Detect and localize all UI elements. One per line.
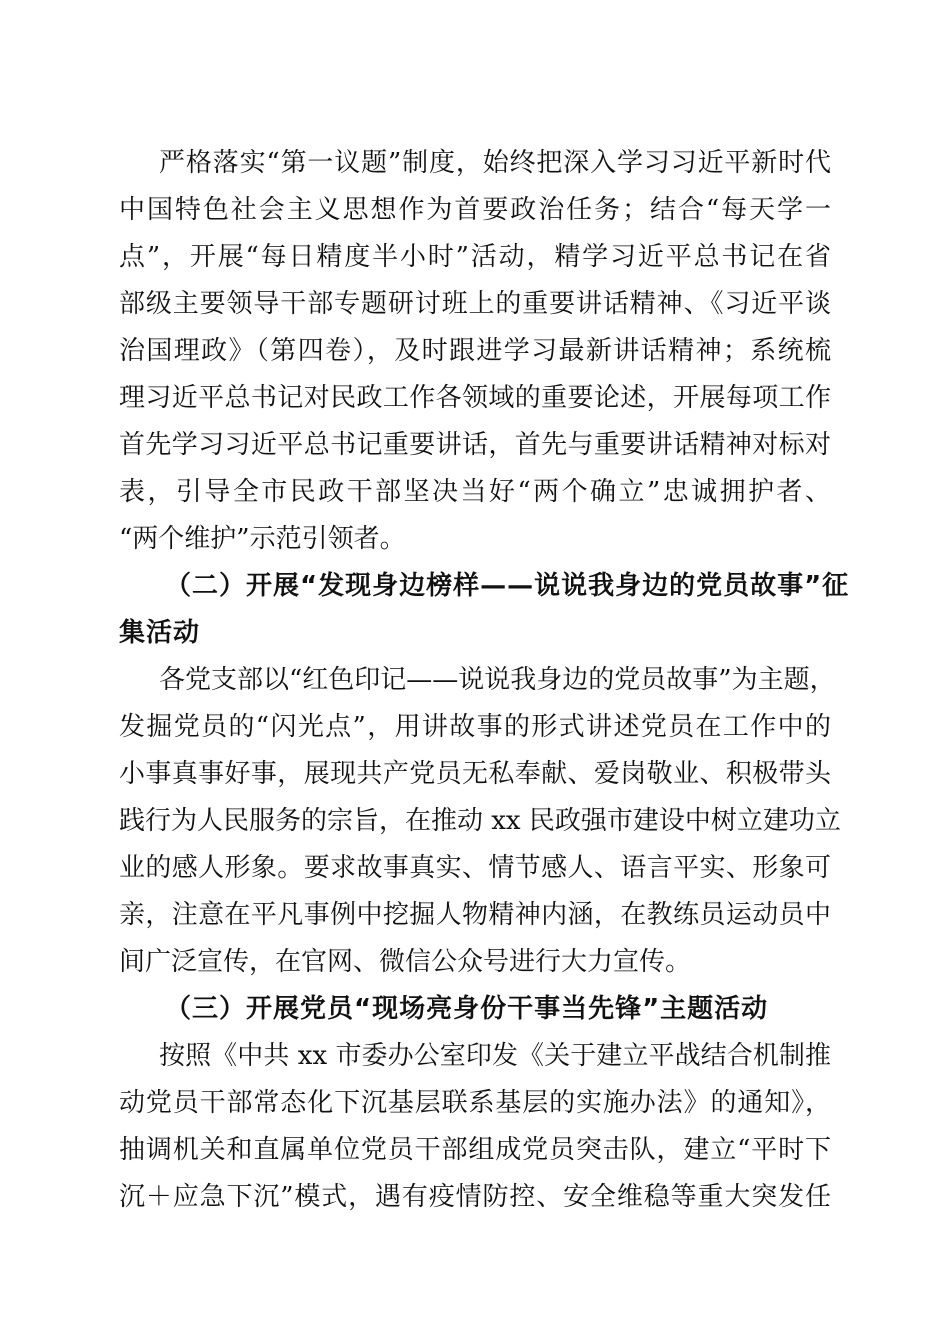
text-line: 点”，开展“每日精度半小时”活动，精学习近平总书记在省 — [119, 242, 831, 272]
heading-line: （三）开展党员“现场亮身份干事当先锋”主题活动 — [165, 994, 769, 1024]
text-line: 间广泛宣传，在官网、微信公众号进行大力宣传。 — [119, 947, 692, 977]
text-line: 小事真事好事，展现共产党员无私奉献、爱岗敬业、积极带头 — [119, 759, 831, 789]
paragraph-first-topic — [119, 140, 831, 563]
heading-line: 集活动 — [119, 618, 201, 648]
text-line: 首先学习习近平总书记重要讲话，首先与重要讲话精神对标对 — [119, 430, 831, 460]
text-line: 业的感人形象。要求故事真实、情节感人、语言平实、形象可 — [119, 853, 831, 883]
text-line: 动党员干部常态化下沉基层联系基层的实施办法》的通知》， — [119, 1088, 831, 1118]
section-heading-three — [119, 986, 831, 1033]
document-body — [119, 140, 850, 1221]
text-line: 表，引导全市民政干部坚决当好“两个确立”忠诚拥护者、 — [119, 477, 831, 507]
text-line: 各党支部以“红色印记——说说我身边的党员故事”为主题， — [159, 665, 836, 695]
text-line: 中国特色社会主义思想作为首要政治任务；结合“每天学一 — [119, 195, 831, 225]
paragraph-party-member-stories — [119, 657, 841, 986]
section-heading-two — [119, 563, 850, 657]
text-line: 严格落实“第一议题”制度，始终把深入学习习近平新时代 — [159, 148, 831, 178]
text-line: 抽调机关和直属单位党员干部组成党员突击队，建立“平时下 — [119, 1135, 831, 1165]
text-line: 治国理政》（第四卷），及时跟进学习最新讲话精神；系统梳 — [119, 336, 831, 366]
text-line: “两个维护”示范引领者。 — [119, 524, 406, 554]
text-line: 沉＋应急下沉”模式，遇有疫情防控、安全维稳等重大突发任 — [119, 1182, 831, 1212]
text-line: 践行为人民服务的宗旨，在推动 xx 民政强市建设中树立建功立 — [119, 806, 841, 836]
text-line: 按照《中共 xx 市委办公室印发《关于建立平战结合机制推 — [159, 1041, 831, 1071]
text-line: 发掘党员的“闪光点”，用讲故事的形式讲述党员在工作中的 — [119, 712, 831, 742]
text-line: 理习近平总书记对民政工作各领域的重要论述，开展每项工作 — [119, 383, 831, 413]
text-line: 部级主要领导干部专题研讨班上的重要讲话精神、《习近平谈 — [119, 289, 831, 319]
paragraph-vanguard-activity — [119, 1033, 831, 1221]
text-line: 亲，注意在平凡事例中挖掘人物精神内涵，在教练员运动员中 — [119, 900, 831, 930]
heading-line: （二）开展“发现身边榜样——说说我身边的党员故事”征 — [165, 571, 850, 601]
